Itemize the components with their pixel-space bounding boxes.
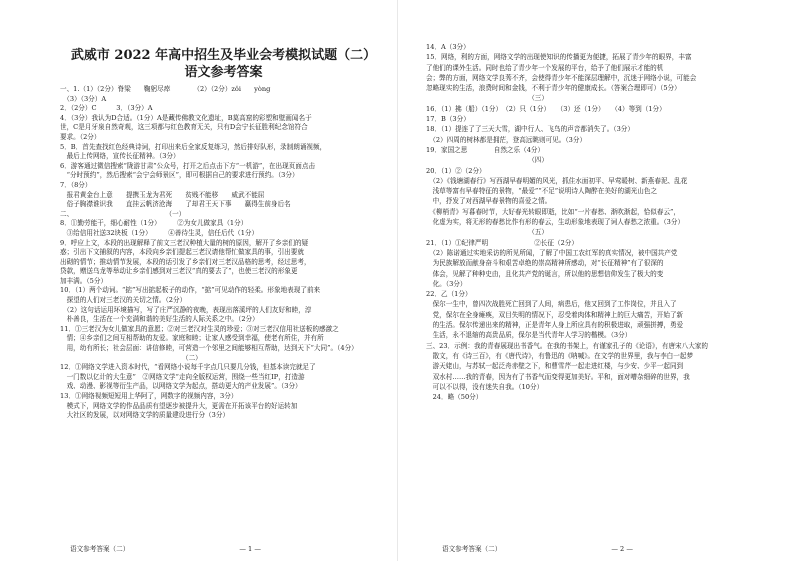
answer-line: 可以不以得，没有迷失自我。（10分） xyxy=(426,382,544,391)
answer-line: 党，保尔在全身瘫痪，双目失明的情况下，忍受着肉体和精神上的巨大痛苦，开始了新 xyxy=(426,310,684,319)
answer-line: （四） xyxy=(426,156,548,165)
answer-line: 用，幼有所长；社会层面：讲信修睦，可营造一个邻里之间能够相互帮助，达到天下“大同”。（4分） xyxy=(60,344,358,353)
footer-label: 语文参考答案（二） xyxy=(442,545,502,553)
answer-line: “分时预约”，然后搜索“会宁会师景区”，即可根据自己的要求进行预约。（3分） xyxy=(60,171,299,180)
answer-line: 15．网络，利的方面，网络文学的出现使知识的传播更为便捷，拓展了青少年的眼界，丰富 xyxy=(426,53,692,62)
answer-line: （二） xyxy=(60,353,202,362)
answer-line: （3）（3分）A xyxy=(60,94,107,103)
answer-line: 19．家国之思 自然之乐（4分） xyxy=(426,145,545,154)
answer-line: 报君黄金台上意 提携玉龙为君死 贫贱不能移 威武不能屈 xyxy=(60,190,265,199)
answer-line: 忽略现实的生活，浪费时间和金钱，不利于青少年的健康成长。（答案合理即可）（5分） xyxy=(426,84,681,93)
answer-line: 6．游客通过微信搜索“陇游甘肃”公众号，打开之后点击下方“一机游”，在出现页面点击 xyxy=(60,161,316,170)
answer-line: 散文，有《诗三百》，有《唐代诗》，有鲁迅的《呐喊》。在文学的世界里，我与李白一起梦 xyxy=(426,351,694,360)
answer-line: 24．略（50分） xyxy=(426,393,483,402)
answer-line: 11．①三老汉为女儿做家具的意愿；②对三老汉对生灵的珍爱；③对三老汉信用社送板的感激之 xyxy=(60,324,339,333)
answer-line: 化虚为实，将无形的春愁比作有形的春云，生动形象地表现了词人春愁之浓重。（3分） xyxy=(426,218,685,227)
answer-line: （2）这句话运用环境描写，写了庄严沉静的夜晚，表现出落溪坪的人们友好和睦，淳 xyxy=(60,305,312,314)
answer-line: 双水村……我的青春，因为有了书香气而变得更加美好。平和，面对嘈杂细碎的世界，我 xyxy=(426,372,690,381)
answer-line: 保尔一生中，曾四次战胜死亡回到了人间，病患后，他又回到了工作岗位，并且入了 xyxy=(426,300,677,309)
answer-line: 三、23．示例：我的青春展现出书香气。在我的书架上，有谨家孔子的《论语》，有唐宋八大家的 xyxy=(426,341,709,350)
answer-line: 惑；引出下文捕叙的内容，本段向乡亲们提起三老汉请他帮忙做家具的事，引出要就 xyxy=(60,248,304,257)
exam-title: 武威市 2022 年高中招生及毕业会考模拟试题（二） xyxy=(70,48,377,63)
answer-line: 朴善良，生活在一个充满和谐的美好生活的人际关系之中。（2分） xyxy=(60,315,259,324)
answer-line: 10．（1）两个动词。“掂”写出掂起板子的动作，“掂”可见动作的轻柔。形象地表现了前来 xyxy=(60,286,321,295)
answer-line: 模式下，网络文学的作品品质有望逐步被提升大，更需在开拓该平台的好运转加 xyxy=(60,401,298,410)
answer-line: 加丰满。（5分） xyxy=(60,276,108,285)
answer-line: 18．（1）提连了了三天大雪，湖中行人、飞鸟的声音都消失了。（3分） xyxy=(426,125,634,134)
answer-line: 2．（2分）C 3．（3分）A xyxy=(60,104,153,113)
answer-line: 生活，永不退缩的高贵品质，保尔是当代青年人学习的楷模。（3分） xyxy=(426,331,632,340)
answer-line: 22．乙（1分） xyxy=(426,290,472,299)
left-footer xyxy=(70,543,370,553)
right-page xyxy=(397,0,794,561)
answer-line: 4．（3分）我认为D合适。（1分）A是藏传佛教文化遗址，B莫高窟的彩塑和壁画闻名于 xyxy=(60,113,312,122)
answer-line: （2）《钱塘湖春行》写西湖早春明媚的风光，抓住水面初平、早莺暖树、新燕春泥、乱花 xyxy=(426,176,688,185)
answer-line: （五） xyxy=(426,228,548,237)
answer-line: 化。（3分） xyxy=(426,279,467,288)
answer-line: 最后上传网络，宣传长征精神。（3分） xyxy=(60,152,180,161)
answer-line: 8．①勤劳能干，细心耐性（1分） ②为女儿做家具（1分） xyxy=(60,219,248,228)
answer-line: （三） xyxy=(426,94,548,103)
answer-line: 探望的人们对三老汉的关切之情。（2分） xyxy=(60,296,187,305)
answer-line: 俗子胸襟谁识我 直挂云帆济沧海 了却君王天下事 赢得生前身后名 xyxy=(60,200,291,209)
answer-line: 戏、动漫、影视等衍生产品，以网络文学为起点，搭动更大的产业发展”。（3分） xyxy=(60,382,302,391)
answer-line: 一门数以亿计的大生意” ②网络文学“走向全版权运营，围绕一些当红IP，打造游 xyxy=(60,372,305,381)
left-answer-text xyxy=(60,85,387,421)
answer-line: 《柳梢青》写暮春时节，大好春光转眼即逝，比如“一片春愁、渐吹渐起，恰似春云”， xyxy=(426,207,681,216)
footer-label: 语文参考答案（二） xyxy=(70,545,130,553)
answer-line: 5．B．首先查找红色经典诗词，打印出来后全家反复练习，然后排好队形，录制朗诵视频， xyxy=(60,142,327,151)
right-answer-text xyxy=(426,42,780,402)
answer-line: 一、1.（1）（2分）脊梁 鞠躬尽瘁 （2）（2分）zǒi yòng xyxy=(60,85,271,93)
answer-key-subtitle: 语文参考答案 xyxy=(184,65,263,80)
answer-line: 出砌的情节；推动情节发展，本段的话引发了乡亲们对三老汉品格的思考，经过思考， xyxy=(60,257,311,266)
answer-line: 7．（8分） xyxy=(60,180,92,189)
answer-line: 贷款，赠送乌龙等举动让乡亲们感到对三老汉“真的要去了”，也使三老汉的形象更 xyxy=(60,267,298,276)
answer-line: 世，C是月牙泉自然奇观，这三项都与红色教育无关，只有D会宁长征胜利纪念馆符合 xyxy=(60,123,308,132)
answer-line: 的生活。保尔传递出来的精神，正是青年人身上所应具有的积极进取，顽强拼搏，勇爱 xyxy=(426,321,684,330)
right-footer xyxy=(442,543,742,553)
answer-line: 14．A（3分） xyxy=(426,43,470,51)
answer-line: 情；④乡亲们之间互相帮助的友爱。家庭和睦；让家人感受到幸福，使老有所住，并有所 xyxy=(60,334,324,343)
answer-line: 大社区的发展，以对网络文学的质量建设进行分（3分） xyxy=(60,411,230,420)
answer-line: 16．（1）拂（船）（1分） （2）只（1分） （3）还（1分） （4）等到（1分） xyxy=(426,104,666,113)
answer-line: 20．（1）②（2分） xyxy=(426,166,486,175)
answer-line: 为民族解放而献身奋斗和艰苦卓绝的崇高精神所感动，对“长征精神”有了很深的 xyxy=(426,259,664,268)
answer-line: 12．①网络文学进入资本时代，“看网络小说每千字点几只要几分钱，但基本读完就足了 xyxy=(60,363,316,372)
answer-line: 21．（1）①纪律严明 ②长征（2分） xyxy=(426,238,578,247)
answer-line: 二、 （一） xyxy=(60,209,186,218)
answer-line: ③给信用社送32块板（1分） ④善待生灵，信任后代（1分） xyxy=(60,228,259,237)
answer-line: 会；弊的方面，网络文学良莠不齐，会使得青少年不能深层理解中，沉迷于网络小说，可能会 xyxy=(426,73,697,82)
answer-line: 中，抒发了对西湖早春景物的喜爱之情。 xyxy=(426,197,552,206)
answer-line: 游天姥山，与苏轼一起泛舟赤壁之下，和曹雪芹一起走进红楼，与少安、少平一起同到 xyxy=(426,362,684,371)
page-number: — 1 — xyxy=(239,545,261,553)
answer-line: 13．①网络视频短短用上华阿了，网数字的视频内容，3分） xyxy=(60,392,238,400)
answer-line: 17．B（3分） xyxy=(426,115,470,124)
answer-line: （2）陈诺通过实地采访的所见所闻，了解了中国工农红军的真实情况，被中国共产党 xyxy=(426,248,678,257)
answer-line: （2）四周的树林都是拥茫，登高远眺则可见。（3分） xyxy=(426,135,587,144)
answer-line: 9．呼应上文，本段的出现解释了前文三老汉种植大量的树的原因，解开了乡亲们的疑 xyxy=(60,238,309,247)
answer-line: 了他们的课外生活。同时也给了青少年一个发展的平台，给予了他们展示才能的机 xyxy=(426,63,664,72)
answer-line: 体会，见解了种种史由，且化共产党的诞言，所以他的思想信仰发生了极大的变 xyxy=(426,269,664,278)
answer-line: 浅草等富有早春特征的景物，“最爱”“不足”说明诗人陶醉在美好的湖光山色之 xyxy=(426,187,658,196)
answer-line: 要求。（2分） xyxy=(60,132,101,141)
page-number: — 2 — xyxy=(611,545,633,553)
